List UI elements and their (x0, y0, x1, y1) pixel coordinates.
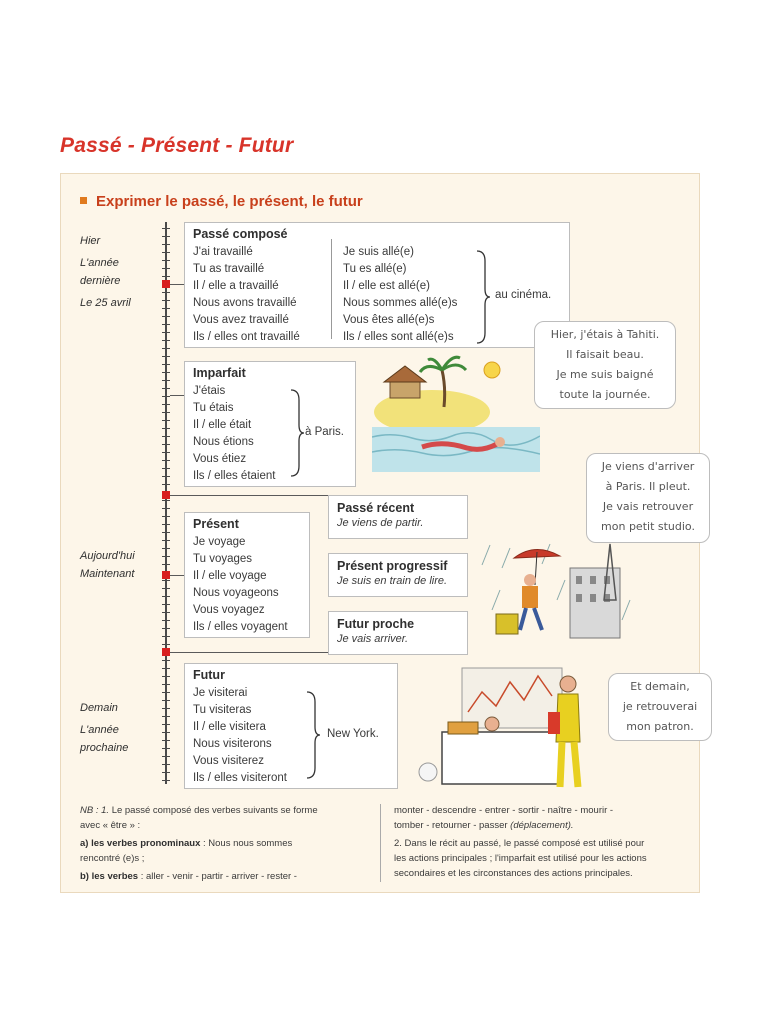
timeline-tick (162, 484, 170, 485)
timeline-tick (162, 668, 170, 669)
timeline-tick (162, 556, 170, 557)
speech-bubble-paris: Je viens d'arriver à Paris. Il pleut. Je vais retrouver mon petit studio. (586, 453, 710, 543)
timeline-label-future: Demain L'année prochaine (80, 702, 129, 754)
passe-compose-col1: J'ai travaillé Tu as travaillé Il / elle a travaillé Nous avons travaillé Vous avez travaillé Ils / elles ont travaillé (193, 246, 300, 343)
timeline-marker-present (162, 571, 170, 579)
timeline-tick (162, 340, 170, 341)
timeline-tick (162, 740, 170, 741)
notes-left: NB : 1. Le passé composé des verbes suivants se forme avec « être » : a) les verbes pronominaux : Nous nous sommes rencontré (e)s ; b) les verbes : aller - venir - partir - arriver - rester - (80, 805, 318, 882)
timeline-tick (162, 452, 170, 453)
timeline-tick (162, 724, 170, 725)
timeline-tick (162, 756, 170, 757)
passe-recent-box (328, 495, 468, 539)
timeline-tick (162, 588, 170, 589)
rain-paris-traveller-illustration (480, 540, 640, 648)
timeline-marker-passe (162, 280, 170, 288)
futur-proche-heading: Futur proche (337, 617, 415, 631)
passe-recent-example: Je viens de partir. (337, 517, 424, 529)
timeline-tick (162, 716, 170, 717)
timeline-tick (162, 748, 170, 749)
timeline-tick (162, 580, 170, 581)
timeline-tick (162, 244, 170, 245)
timeline-tick (162, 548, 170, 549)
brace-icon (305, 690, 321, 780)
timeline-tick (162, 620, 170, 621)
bullet-square-icon (80, 197, 87, 204)
timeline-tick (162, 732, 170, 733)
connector-line (170, 284, 184, 285)
timeline-tick (162, 500, 170, 501)
timeline-tick (162, 660, 170, 661)
notes-right: monter - descendre - entrer - sortir - naître - mourir - tomber - retourner - passer (déplacement). 2. Dans le récit au passé, le passé composé est utilisé pour les actions principales ; l'imparfait est utilisé pour les actions secondaires et les circonstances des actions principales. (394, 805, 647, 879)
connector-line (170, 575, 184, 576)
timeline-tick (162, 644, 170, 645)
present-progressif-heading: Présent progressif (337, 559, 448, 573)
beach-swimmer-illustration (372, 352, 540, 472)
present-lines: Je voyage Tu voyages Il / elle voyage Nous voyageons Vous voyagez Ils / elles voyagent (193, 536, 288, 633)
present-box (184, 512, 310, 638)
timeline-tick (162, 252, 170, 253)
timeline-tick (162, 628, 170, 629)
timeline-tick (162, 228, 170, 229)
timeline-tick (162, 436, 170, 437)
timeline-tick (162, 404, 170, 405)
timeline-tick (162, 604, 170, 605)
connector-line (170, 395, 184, 396)
present-progressif-example: Je suis en train de lire. (337, 575, 448, 587)
office-boss-illustration (412, 662, 608, 792)
futur-heading: Futur (193, 668, 225, 682)
timeline-tick (162, 692, 170, 693)
timeline-tick (162, 308, 170, 309)
futur-box (184, 663, 398, 789)
section-heading-text: Exprimer le passé, le présent, le futur (96, 193, 363, 210)
futur-lines: Je visiterai Tu visiteras Il / elle visitera Nous visiterons Vous visiterez Ils / elles visiteront (193, 687, 287, 784)
timeline-tick (162, 700, 170, 701)
imparfait-lines: J'étais Tu étais Il / elle était Nous étions Vous étiez Ils / elles étaient (193, 385, 276, 482)
passe-recent-heading: Passé récent (337, 501, 415, 515)
timeline-tick (162, 612, 170, 613)
brace-icon (289, 388, 305, 478)
timeline-tick (162, 564, 170, 565)
timeline-tick (162, 276, 170, 277)
page-title: Passé - Présent - Futur (60, 134, 294, 157)
timeline-tick (162, 772, 170, 773)
timeline-tick (162, 292, 170, 293)
imparfait-box (184, 361, 356, 487)
timeline-axis (165, 222, 167, 784)
passe-compose-heading: Passé composé (193, 227, 288, 241)
timeline-tick (162, 348, 170, 349)
timeline-tick (162, 596, 170, 597)
imparfait-heading: Imparfait (193, 366, 246, 380)
notes-divider (380, 804, 381, 882)
timeline-tick (162, 268, 170, 269)
timeline-tick (162, 708, 170, 709)
timeline-tick (162, 260, 170, 261)
timeline-tick (162, 476, 170, 477)
timeline-marker-recent (162, 491, 170, 499)
timeline-tick (162, 372, 170, 373)
timeline-tick (162, 780, 170, 781)
timeline-marker-futur (162, 648, 170, 656)
speech-bubble-demain: Et demain, je retrouverai mon patron. (608, 673, 712, 741)
timeline-tick (162, 300, 170, 301)
timeline-tick (162, 516, 170, 517)
futur-proche-example: Je vais arriver. (337, 633, 409, 645)
speech-bubble-tahiti: Hier, j'étais à Tahiti. Il faisait beau. Je me suis baigné toute la journée. (534, 321, 676, 409)
timeline-tick (162, 332, 170, 333)
timeline-tick (162, 396, 170, 397)
timeline-tick (162, 764, 170, 765)
futur-proche-box (328, 611, 468, 655)
passe-compose-complement: au cinéma. (495, 289, 552, 301)
timeline-tick (162, 324, 170, 325)
timeline-tick (162, 412, 170, 413)
futur-complement: New York. (327, 728, 379, 740)
timeline-tick (162, 540, 170, 541)
timeline-label-present: Aujourd'hui Maintenant (80, 550, 135, 580)
connector-line (170, 495, 330, 496)
brace-icon (475, 249, 491, 345)
passe-compose-box (184, 222, 570, 348)
timeline-tick (162, 468, 170, 469)
present-heading: Présent (193, 517, 239, 531)
timeline-tick (162, 356, 170, 357)
imparfait-complement: à Paris. (305, 426, 344, 438)
timeline-tick (162, 316, 170, 317)
timeline-label-past: Hier L'année dernière Le 25 avril (80, 235, 131, 309)
section-heading (80, 193, 363, 210)
timeline-tick (162, 684, 170, 685)
present-progressif-box (328, 553, 468, 597)
timeline-tick (162, 388, 170, 389)
timeline-tick (162, 508, 170, 509)
timeline-tick (162, 364, 170, 365)
timeline-tick (162, 676, 170, 677)
connector-line (170, 652, 330, 653)
timeline-tick (162, 420, 170, 421)
timeline-tick (162, 636, 170, 637)
timeline-tick (162, 444, 170, 445)
timeline-tick (162, 236, 170, 237)
timeline-tick (162, 460, 170, 461)
timeline-tick (162, 532, 170, 533)
timeline-tick (162, 428, 170, 429)
timeline-tick (162, 524, 170, 525)
timeline-tick (162, 380, 170, 381)
column-divider (331, 239, 332, 339)
passe-compose-col2: Je suis allé(e) Tu es allé(e) Il / elle est allé(e) Nous sommes allé(e)s Vous êtes allé(e)s Ils / elles sont allé(e)s (343, 246, 458, 343)
